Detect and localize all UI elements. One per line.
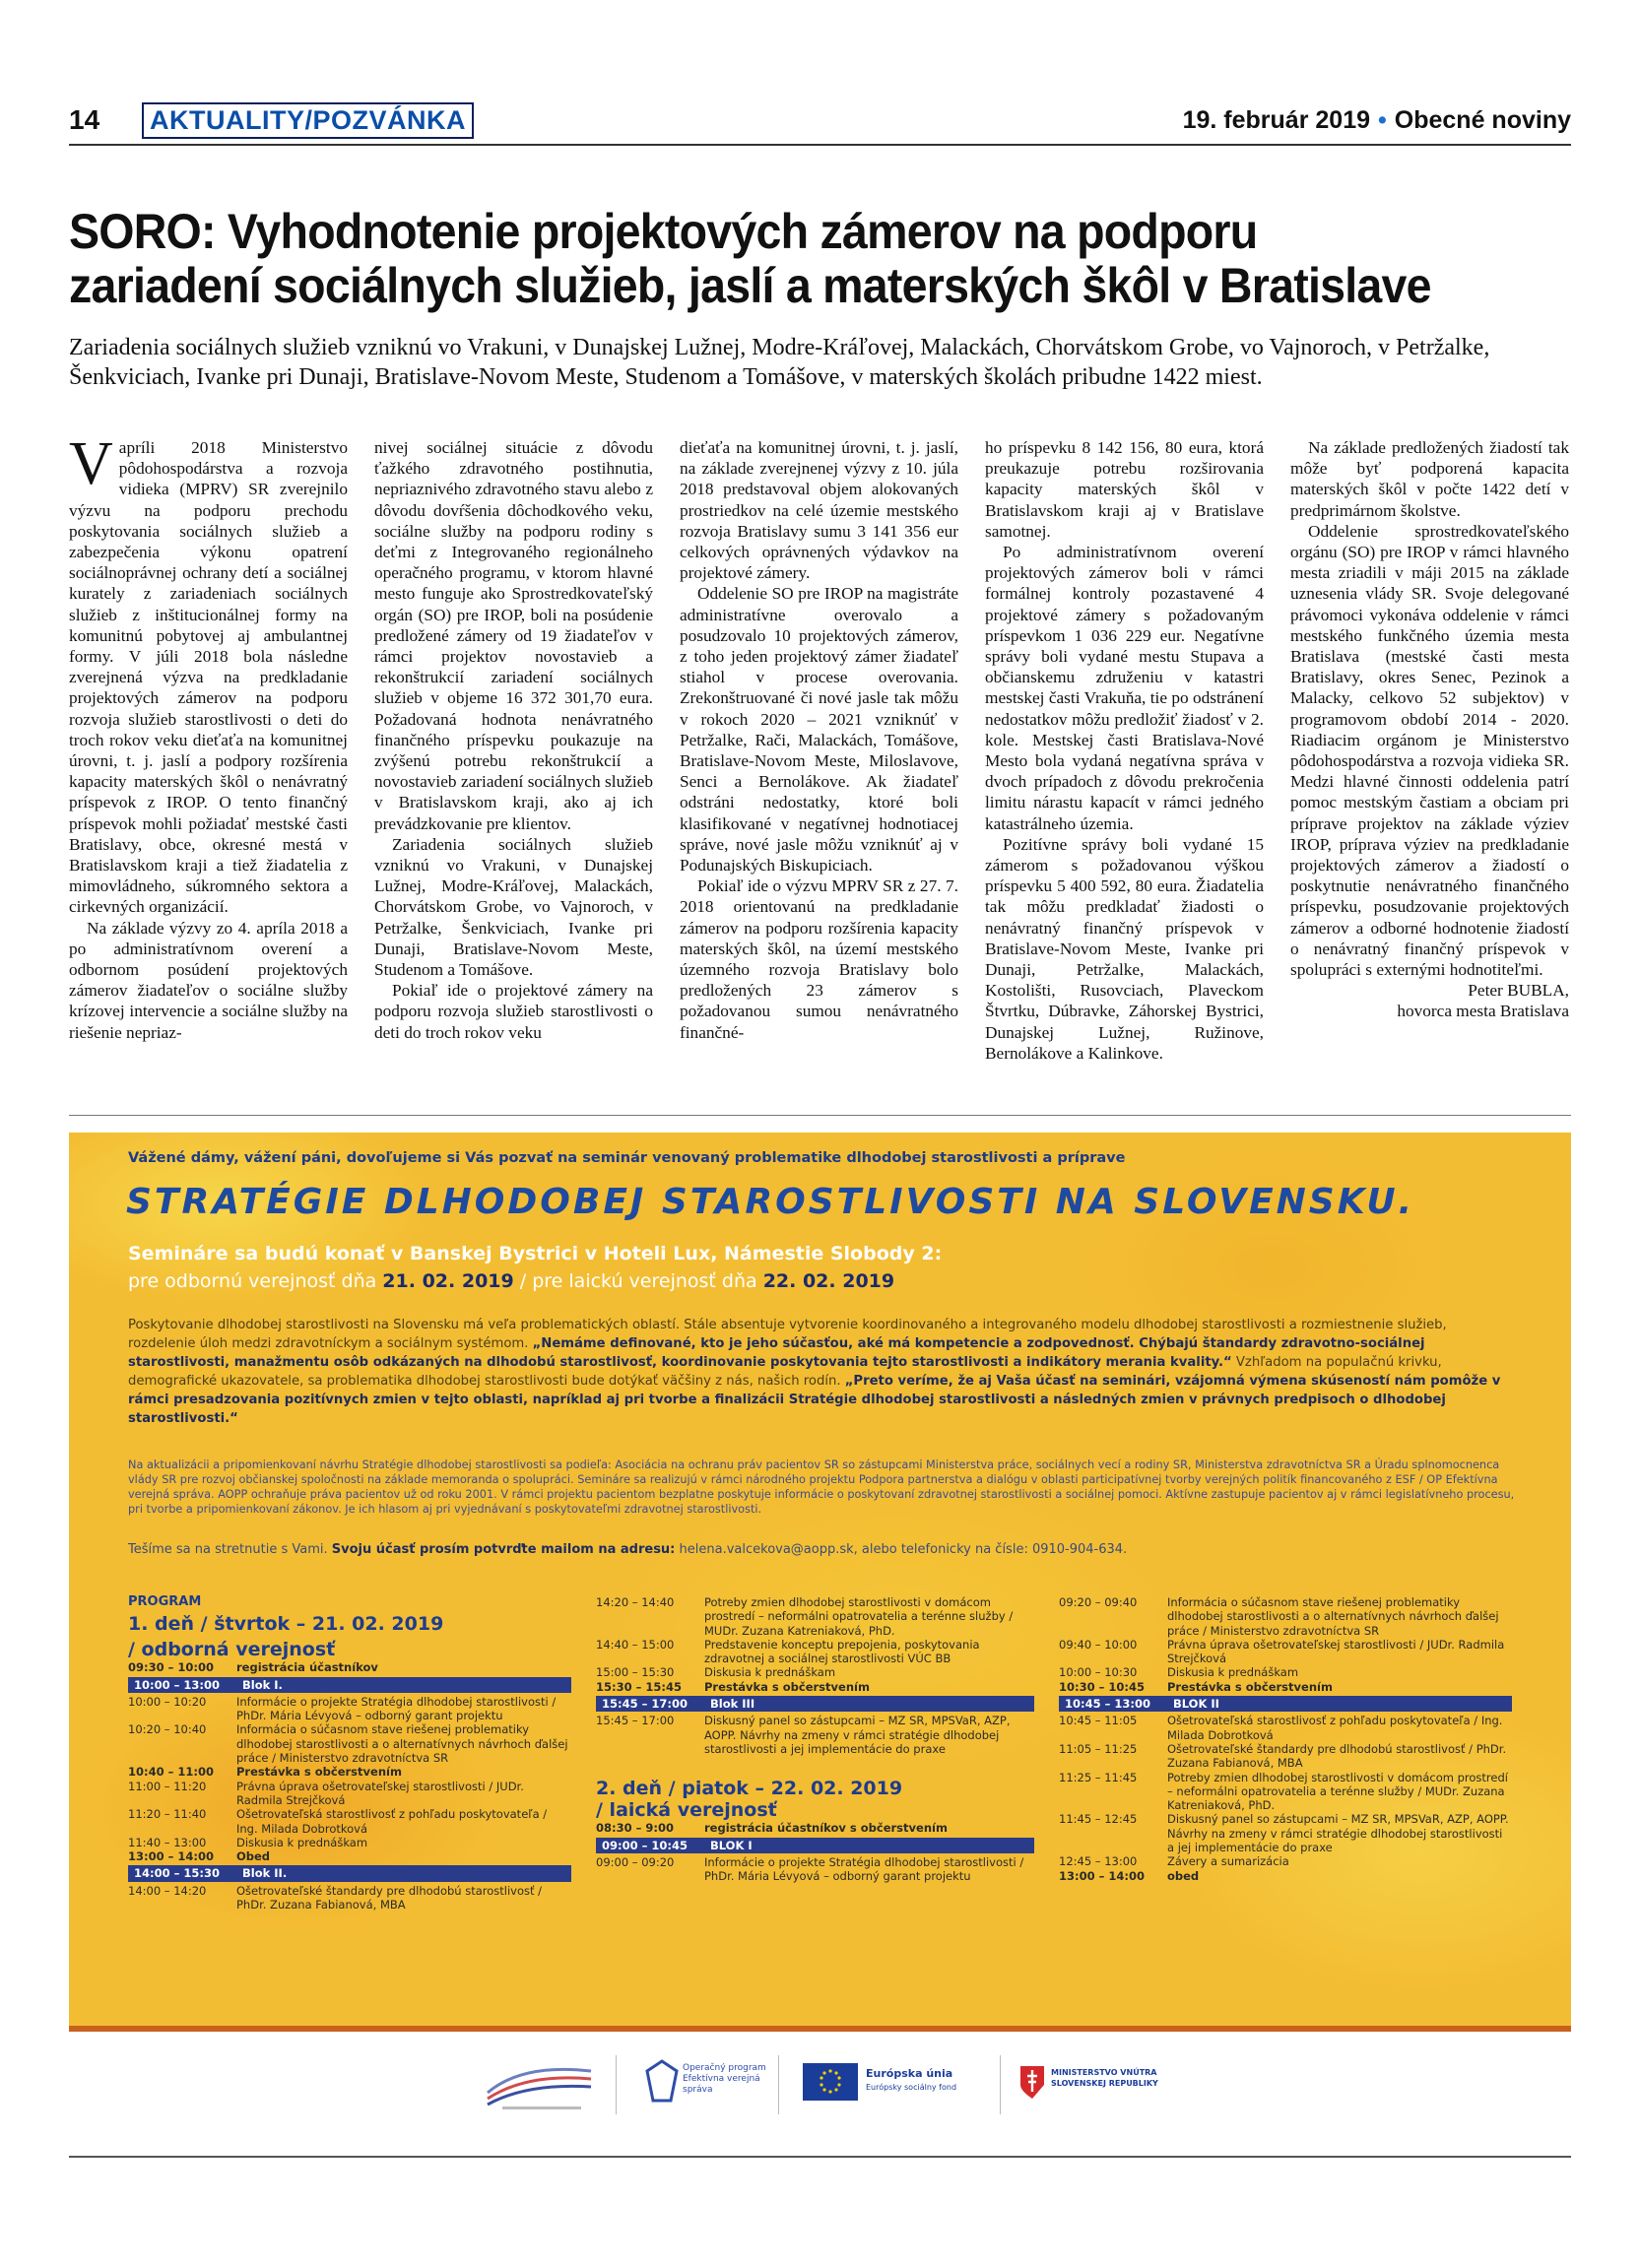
program-item: Prestávka s občerstvením <box>1167 1679 1333 1694</box>
program-row <box>128 1884 571 1912</box>
program-row <box>128 1765 571 1779</box>
program-row <box>1059 1638 1512 1666</box>
sponsor-logos <box>69 2043 1571 2132</box>
ad-rsvp: Tešíme sa na stretnutie s Vami. Svoju účasť prosím potvrďte mailom na adresu: helena.valcekova@aopp.sk, alebo telefonicky na čísle: 0910-904-634. <box>128 1542 1128 1557</box>
program-row <box>128 1807 571 1836</box>
program-time: 10:00 – 10:20 <box>128 1694 207 1709</box>
program-row <box>128 1836 571 1849</box>
program-row <box>128 1722 571 1765</box>
page-number: 14 <box>69 104 100 135</box>
program-row <box>128 1660 571 1674</box>
wave-logo-icon <box>483 2053 601 2114</box>
seminar-advertisement <box>69 1133 1571 2032</box>
ministry-text: MINISTERSTVO VNÚTRA SLOVENSKEJ REPUBLIKY <box>1051 2068 1158 2088</box>
publication-name: Obecné noviny <box>1394 106 1571 134</box>
paragraph: nivej sociálnej situácie z dôvodu ťažkého zdravotného postihnutia, nepriaznivého zdravotného stavu alebo z dôvodu dovŕšenia dôchodkového veku, sociálne služby na podporu rodiny s deťmi z Integrovaného regionálneho operačného programu, v ktorom hlavné mesto funguje ako Sprostredkovateľský orgán (SO) pre IROP, boli na posúdenie predložené zámery od 19 žiadateľov v rámci projektov novostavieb a rekonštrukcií zariadení sociálnych služieb v objeme 16 372 301,70 eura. Požadovaná hodnota nenávratného finančného príspevku poukazuje na zvýšenú potrebu rekonštrukcií a novostavieb zariadení sociálnych služieb v Bratislavskom kraji, ako aj ich prevádzkovanie pre klientov. <box>374 438 653 833</box>
program-time: 10:45 – 13:00 <box>1065 1697 1150 1712</box>
program-item: Diskusný panel so zástupcami – MZ SR, MPSVaR, AZP, AOPP. Návrhy na zmeny v rámci stratégie dlhodobej starostlivosti a jej implementácie do praxe <box>704 1714 1011 1756</box>
ad-invitation: Vážené dámy, vážení páni, dovoľujeme si Vás pozvať na seminár venovaný problematike dlhodobej starostlivosti a príprave <box>128 1150 1126 1166</box>
program-block-row <box>596 1838 1034 1853</box>
program-item: Ošetrovateľská starostlivosť z pohľadu poskytovateľa / Ing. Milada Dobrotková <box>1167 1714 1503 1742</box>
program-row <box>1059 1714 1512 1742</box>
header-rule <box>69 144 1571 146</box>
ad-body-text: Poskytovanie dlhodobej starostlivosti na Slovensku má veľa problematických oblastí. Stále absentuje vytvorenie koordinovaného a integrovaného modelu dlhodobej starostlivosti a rozmiestnenie služieb, rozdelenie úloh medzi zdravotníckym a sociálnym systémom. „Nemáme definované, kto je jeho súčasťou, aké má kompetencie a zodpovednosť. Chýbajú štandardy zdravotno-sociálnej starostlivosti, manažmentu osôb odkázaných na dlhodobú starostlivosť, koordinovanie poskytovania tejto starostlivosti a indikátory merania kvality.“ Vzhľadom na populačnú krivku, demografické ukazovatele, sa problematika dlhodobej starostlivosti bude dotýkať väčšiny z nás, našich rodín. „Preto veríme, že aj Vaša účasť na seminári, vzájomná výmena skúseností nám pomôže v rámci presadzovania pozitívnych zmien v tejto oblasti, napríklad aj pri tvorbe a finalizácii Stratégie dlhodobej starostlivosti a následných zmien v právnych predpisoch o dlhodobej starostlivosti.“ <box>128 1318 1501 1426</box>
program-time: 10:20 – 10:40 <box>128 1722 207 1737</box>
program-item: Blok II. <box>242 1866 288 1881</box>
author-name: Peter BUBLA, <box>1468 981 1569 1001</box>
program-time: 10:00 – 13:00 <box>134 1677 220 1692</box>
ad-fine-print: Na aktualizácii a pripomienkovaní návrhu Stratégie dlhodobej starostlivosti sa podieľa: Asociácia na ochranu práv pacientov SR so zástupcami Ministerstva práce, sociálnych vecí a rodiny SR, Ministerstva zdravotníctva SR a Úradu splnomocnenca vlády SR pre rozvoj občianskej spoločnosti na základe memoranda o spolupráci. Semináre sa realizujú v rámci národného projektu Podpora partnerstva a dialógu v oblasti participatívnej tvorby verejných politík financovaného z ESF / OP Efektívna verejná správa. AOPP ochraňuje práva pacientov už od roku 2001. V rámci projektu pacientom bezplatne poskytuje informácie o poskytovaní zdravotnej starostlivosti a sociálnej pomoci. Aktívne zastupuje pacientov aj v rámci legislatívneho procesu, pri tvorbe a pripomienkovaní zákonov. Je ich hlasom aj pri vyjednávaní s poskytovateľmi zdravotnej starostlivosti. <box>128 1458 1515 1516</box>
program-day-2: 2. deň / piatok – 22. 02. 2019 <box>596 1778 903 1800</box>
program-time: 15:00 – 15:30 <box>596 1665 675 1680</box>
program-time: 11:00 – 11:20 <box>128 1779 207 1793</box>
program-time: 08:30 – 9:00 <box>596 1821 674 1836</box>
program-item: Diskusia k prednáškam <box>704 1665 836 1680</box>
paragraph: Vapríli 2018 Ministerstvo pôdohospodárstva a rozvoja vidieka (MPRV) SR zverejnilo výzvu na podporu prechodu poskytovania sociálnych služieb a zabezpečenia výkonu opatrení sociálnoprávnej ochrany detí a sociálnej kurately z zariadeniach sociálnych služieb z inštitucionálnej formy na komunitnú pobytovej aj ambulantnej formy. V júli 2018 bola následne zverejnená výzva na predkladanie projektových zámerov na podporu rozvoja služieb starostlivosti o deti do troch rokov veku dieťaťa na komunitnej úrovni, t. j. jaslí a podpory rozšírenia kapacity materských škôl o nenávratný príspevok z IROP. O tento finančný príspevok mohli požiadať mestské časti Bratislavy, obce, okresné mestá v Bratislavskom kraji a tiež žiadatelia z mimovládneho, súkromného sektora a cirkevných organizácií. <box>69 430 348 917</box>
date-professional: 21. 02. 2019 <box>382 1270 514 1292</box>
column-4 <box>985 437 1264 1064</box>
program-row <box>596 1855 1034 1884</box>
paragraph: Pozitívne správy boli vydané 15 zámerom s požadovanou výškou príspevku 5 400 592, 80 eura. Žiadatelia tak môžu predkladať žiadosti o nenávratný finančný príspevok v Bratislave-Novom Meste, Ivanke pri Dunaji, Petržalke, Malackách, Kostolišti, Rusovciach, Plaveckom Štvrtku, Dúbravke, Záhorskej Bystrici, Dunajskej Lužnej, Ružinove, Bernolákove a Kalinkove. <box>985 834 1264 1063</box>
ad-title: STRATÉGIE DLHODOBEJ STAROSTLIVOSTI NA SLOVENSKU. <box>126 1182 1415 1222</box>
program-item: Informácia o súčasnom stave riešenej problematiky dlhodobej starostlivosti a o alternatívnych návrhoch ďalšej práce / Ministerstvo zdravotníctva SR <box>1167 1595 1499 1638</box>
page-bottom-rule <box>69 2156 1571 2158</box>
headline-line-2: zariadení sociálnych služieb, jaslí a materských škôl v Bratislave <box>69 258 1431 313</box>
program-row <box>596 1595 1034 1638</box>
program-time: 10:00 – 10:30 <box>1059 1665 1138 1680</box>
program-time: 09:20 – 09:40 <box>1059 1595 1138 1609</box>
program-time: 11:20 – 11:40 <box>128 1807 207 1822</box>
program-time: 13:00 – 14:00 <box>128 1849 214 1864</box>
column-1 <box>69 430 348 1043</box>
program-column-1 <box>128 1595 571 1912</box>
program-item: Diskusia k prednáškam <box>236 1835 368 1849</box>
program-item: Právna úprava ošetrovateľskej starostlivosti / JUDr. Radmila Strejčková <box>236 1779 524 1807</box>
program-time: 12:45 – 13:00 <box>1059 1854 1138 1869</box>
ad-venue: Semináre sa budú konať v Banskej Bystrici v Hoteli Lux, Námestie Slobody 2: <box>128 1243 943 1264</box>
program-day-2-audience: / laická verejnosť <box>596 1799 777 1822</box>
program-row <box>596 1680 1034 1694</box>
program-block-row <box>128 1865 571 1881</box>
program-item: obed <box>1167 1868 1200 1883</box>
paragraph: Na základe predložených žiadostí tak môže byť podporená kapacita materských škôl v počte 1422 detí v predprimárnom školstve. <box>1290 438 1569 520</box>
program-item: BLOK II <box>1173 1697 1219 1712</box>
program-time: 15:45 – 17:00 <box>602 1697 688 1712</box>
program-time: 10:45 – 11:05 <box>1059 1714 1138 1728</box>
eu-logo <box>803 2053 990 2114</box>
program-time: 09:00 – 09:20 <box>596 1854 675 1869</box>
program-time: 14:00 – 15:30 <box>134 1866 220 1881</box>
paragraph: Oddelenie sprostredkovateľského orgánu (SO) pre IROP v rámci hlavného mesta zriadili v máji 2015 na základe uznesenia vlády SR. Svoje delegované právomoci vykonáva oddelenie v rámci mestského funkčného územia mesta Bratislava (mestské časti mesta Bratislavy, okres Senec, Pezinok a Malacky, celkovo 52 subjektov) v programovom období 2014 - 2020. Riadiacim orgánom je Ministerstvo pôdohospodárstva a rozvoja vidieka SR. Medzi hlavné činnosti oddelenia patrí pomoc mestským častiam a obciam pri príprave projektov na základe výziev IROP, príprava výziev na predkladanie projektových zámerov a žiadostí o poskytnutie nenávratného finančného príspevku, posudzovanie projektových zámerov a odborné hodnotenie žiadostí o nenávratný finančný príspevok v spolupráci s externými hodnotiteľmi. <box>1290 521 1569 980</box>
column-5 <box>1290 437 1569 1022</box>
program-block-row <box>128 1677 571 1693</box>
program-item: Blok III <box>710 1697 755 1712</box>
program-day-1: 1. deň / štvrtok – 21. 02. 2019 <box>128 1613 444 1636</box>
program-heading: PROGRAM <box>128 1594 202 1609</box>
program-item: Ošetrovateľská starostlivosť z pohľadu poskytovateľa / Ing. Milada Dobrotková <box>236 1807 548 1836</box>
paragraph: Oddelenie SO pre IROP na magistráte administratívne overovalo a posudzovalo 10 projektových zámerov, z toho jeden projektový zámer žiadateľ stiahol v procese overovania. Zrekonštruované či nové jasle tak môžu v rokoch 2020 – 2021 vzniknúť v Petržalke, Rači, Malackách, Tomášove, Bratislave-Novom Meste, Miloslavove, Senci a Bernolákove. Ak žiadateľ odstráni nedostatky, ktoré boli klasifikované v negatívnej hodnotiacej správe, nové jasle môžu vzniknúť aj v Podunajských Biskupiciach. <box>680 584 958 875</box>
program-time: 11:45 – 12:45 <box>1059 1812 1138 1827</box>
column-2 <box>374 437 653 1043</box>
paragraph: Na základe výzvy zo 4. apríla 2018 a po administratívnom overení a odbornom posúdení projektových zámerov žiadateľov o sociálne služby krízovej intervencie a sociálne služby na riešenie nepriaz- <box>69 918 348 1042</box>
ministry-logo <box>1019 2053 1167 2114</box>
divider <box>616 2055 617 2114</box>
program-item: BLOK I <box>710 1838 753 1852</box>
program-item: Právna úprava ošetrovateľskej starostlivosti / JUDr. Radmila Strejčková <box>1167 1637 1505 1666</box>
program-time: 10:40 – 11:00 <box>128 1765 214 1780</box>
divider <box>778 2055 779 2114</box>
program-row <box>1059 1665 1512 1679</box>
ad-dates: pre odbornú verejnosť dňa 21. 02. 2019 / pre laickú verejnosť dňa 22. 02. 2019 <box>128 1270 895 1292</box>
program-time: 09:40 – 10:00 <box>1059 1637 1138 1652</box>
program-item: Ošetrovateľské štandardy pre dlhodobú starostlivosť / PhDr. Zuzana Fabianová, MBA <box>1167 1741 1507 1771</box>
program-item: Prestávka s občerstvením <box>236 1765 402 1780</box>
program-time: 10:30 – 10:45 <box>1059 1679 1145 1694</box>
program-time: 14:00 – 14:20 <box>128 1883 207 1898</box>
program-row <box>596 1665 1034 1679</box>
program-time: 15:45 – 17:00 <box>596 1714 675 1728</box>
program-row <box>128 1849 571 1863</box>
program-item: Predstavenie konceptu prepojenia, poskytovania zdravotnej a sociálnej starostlivosti VÚC BB <box>704 1637 980 1666</box>
bullet-separator: • <box>1378 106 1387 134</box>
program-item: Informácie o projekte Stratégia dlhodobej starostlivosti / PhDr. Mária Lévyová – odborný garant projektu <box>236 1694 557 1723</box>
eu-text: Európska únia <box>866 2067 953 2080</box>
program-item: Informácia o súčasnom stave riešenej problematiky dlhodobej starostlivosti a o alternatívnych návrhoch ďalšej práce / Ministerstvo zdravotníctva SR <box>236 1722 568 1766</box>
program-row <box>596 1638 1034 1666</box>
program-row <box>128 1780 571 1808</box>
program-time: 09:00 – 10:45 <box>602 1838 688 1852</box>
paragraph: Pokiaľ ide o projektové zámery na podporu rozvoja služieb starostlivosti o deti do troch rokov veku <box>374 981 653 1042</box>
eu-flag-icon <box>803 2063 858 2101</box>
op-evs-icon <box>645 2059 679 2108</box>
op-evs-text: Operačný program Efektívna verejná správa <box>683 2063 766 2095</box>
article-lead: Zariadenia sociálnych služieb vzniknú vo Vrakuni, v Dunajskej Lužnej, Modre-Kráľovej, Malackách, Chorvátskom Grobe, vo Vajnoroch, v Petržalke, Šenkviciach, Ivanke pri Dunaji, Bratislave-Novom Meste, Studenom a Tomášove, v materských školách pribudne 1422 miest. <box>69 335 1490 390</box>
author-role: hovorca mesta Bratislava <box>1397 1002 1569 1021</box>
program-time: 11:40 – 13:00 <box>128 1835 207 1849</box>
program-item: Blok I. <box>242 1677 283 1692</box>
program-item: Potreby zmien dlhodobej starostlivosti v domácom prostredí – neformálni opatrovatelia a terénne služby / MUDr. Zuzana Katreniaková, PhD. <box>1167 1770 1508 1813</box>
article-end-rule <box>69 1115 1571 1116</box>
program-item: Informácie o projekte Stratégia dlhodobej starostlivosti / PhDr. Mária Lévyová – odborný garant projektu <box>704 1854 1024 1884</box>
program-row <box>1059 1680 1512 1694</box>
article-headline <box>69 205 1466 313</box>
program-row <box>596 1714 1034 1756</box>
issue-info <box>1183 106 1571 135</box>
program-time: 14:40 – 15:00 <box>596 1637 675 1652</box>
section-label-text: AKTUALITY/POZVÁNKA <box>150 105 466 135</box>
program-time: 13:00 – 14:00 <box>1059 1868 1145 1883</box>
date-public: 22. 02. 2019 <box>762 1270 895 1292</box>
program-row <box>1059 1771 1512 1813</box>
program-column-2 <box>596 1595 1034 1883</box>
program-row <box>596 1821 1034 1835</box>
program-item: Obed <box>236 1849 271 1864</box>
divider <box>1000 2055 1001 2114</box>
column-3 <box>680 437 958 1043</box>
paragraph: Po administratívnom overení projektových zámerov boli v rámci formálnej kontroly pozastavené 4 projektové zámery s požadovaným príspevkom 1 036 229 eur. Negatívne správy boli vydané mestu Stupava a občianskemu združeniu v katastri mestskej časti Vrakuňa, tie po odstránení nedostatkov môžu predložiť žiadosť v 2. kole. Mestskej časti Bratislava-Nové Mesto bola vydaná negatívna správa v dvoch prípadoch z dôvodu prekročenia limitu nárastu kapacít v rámci jedného katastrálneho územia. <box>985 543 1264 833</box>
program-item: Závery a sumarizácia <box>1167 1854 1289 1869</box>
program-block-row <box>596 1696 1034 1712</box>
program-day-1-audience: / odborná verejnosť <box>128 1639 336 1661</box>
program-time: 15:30 – 15:45 <box>596 1679 682 1694</box>
issue-date: 19. február 2019 <box>1182 106 1371 134</box>
esf-text: Európsky sociálny fond <box>866 2083 957 2092</box>
program-time: 09:30 – 10:00 <box>128 1660 214 1675</box>
paragraph: Pokiaľ ide o výzvu MPRV SR z 27. 7. 2018 orientovanú na predkladanie zámerov na podporu rozšírenia kapacity materských škôl, na území mestského územného rozvoja Bratislavy bolo predložených 23 zámerov s požadovanou sumou nenávratného finančné- <box>680 876 958 1042</box>
rsvp-contact: helena.valcekova@aopp.sk, alebo telefonicky na čísle: 0910-904-634. <box>675 1542 1128 1557</box>
program-time: 11:25 – 11:45 <box>1059 1770 1138 1784</box>
program-block-row <box>1059 1696 1512 1712</box>
program-item: registrácia účastníkov <box>236 1660 378 1675</box>
ad-bottom-bar <box>69 2026 1571 2032</box>
coat-of-arms-icon <box>1019 2065 1045 2099</box>
program-row <box>1059 1869 1512 1883</box>
program-item: Potreby zmien dlhodobej starostlivosti v domácom prostredí – neformálni opatrovatelia a terénne služby / MUDr. Zuzana Katreniaková, PhD. <box>704 1595 1014 1638</box>
program-column-3 <box>1059 1595 1512 1883</box>
paragraph: ho príspevku 8 142 156, 80 eura, ktorá preukazuje potrebu rozširovania kapacity materských škôl v Bratislavskom kraji aj v Bratislave samotnej. <box>985 438 1264 541</box>
program-time: 11:05 – 11:25 <box>1059 1741 1138 1756</box>
program-row <box>1059 1595 1512 1638</box>
section-label <box>142 102 474 139</box>
op-evs-logo <box>645 2053 766 2114</box>
article-body <box>69 430 1571 1107</box>
program-row <box>1059 1742 1512 1771</box>
page-header <box>69 104 1571 140</box>
program-row <box>128 1695 571 1723</box>
program-time: 14:20 – 14:40 <box>596 1595 675 1609</box>
program-item: Prestávka s občerstvením <box>704 1679 870 1694</box>
headline-line-1: SORO: Vyhodnotenie projektových zámerov na podporu <box>69 204 1258 259</box>
program-item: Diskusia k prednáškam <box>1167 1665 1299 1680</box>
program-row <box>1059 1812 1512 1854</box>
paragraph: Zariadenia sociálnych služieb vzniknú vo Vrakuni, v Dunajskej Lužnej, Modre-Kráľovej, Malackách, Chorvátskom Grobe, vo Vajnoroch, v Petržalke, Šenkviciach, Ivanke pri Dunaji, Bratislave-Novom Meste, Studenom a Tomášove. <box>374 834 653 980</box>
program-item: Ošetrovateľské štandardy pre dlhodobú starostlivosť / PhDr. Zuzana Fabianová, MBA <box>236 1883 543 1912</box>
program-item: registrácia účastníkov s občerstvením <box>704 1821 948 1836</box>
drop-cap: V <box>69 430 113 497</box>
paragraph: dieťaťa na komunitnej úrovni, t. j. jaslí, na základe zverejnenej výzvy z 10. júla 2018 predstavoval objem alokovaných prostriedkov na celé územie mestského rozvoja Bratislavy sumu 3 141 356 eur celkových oprávnených výdavkov na projektové zámery. <box>680 438 958 583</box>
program-item: Diskusný panel so zástupcami – MZ SR, MPSVaR, AZP, AOPP. Návrhy na zmeny v rámci stratégie dlhodobej starostlivosti a jej implementácie do praxe <box>1167 1812 1509 1855</box>
program-row <box>1059 1854 1512 1868</box>
